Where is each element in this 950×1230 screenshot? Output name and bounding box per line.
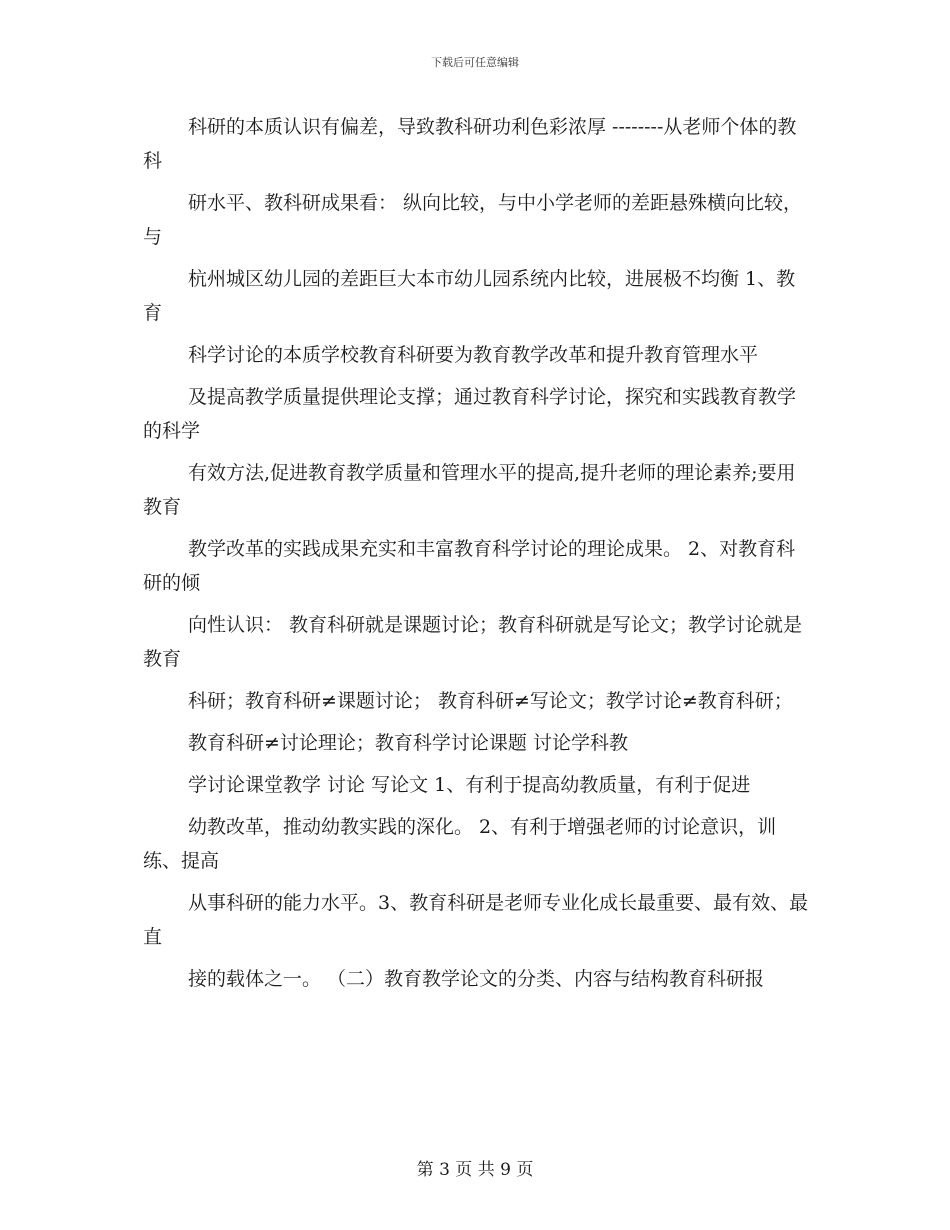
page-number-footer: 第 3 页 共 9 页 — [416, 1160, 534, 1180]
paragraph: 有效方法,促进教育教学质量和管理水平的提高,提升老师的理论素养;要用教育 — [143, 462, 796, 518]
paragraph: 从事科研的能力水平。3、教育科研是老师专业化成长最重要、最有效、最直 — [143, 892, 809, 948]
paragraph: 幼教改革，推动幼教实践的深化。 2、有利于增强老师的讨论意识，训练、提高 — [143, 816, 777, 872]
paragraph: 及提高教学质量提供理论支撑；通过教育科学讨论，探究和实践教育教学的科学 — [143, 386, 797, 442]
paragraph: 向性认识： 教育科研就是课题讨论；教育科研就是写论文；教学讨论就是教育 — [143, 614, 803, 670]
paragraph: 科研的本质认识有偏差，导致教科研功利色彩浓厚 --------从老师个体的教科 — [143, 116, 797, 172]
paragraph: 科学讨论的本质学校教育科研要为教育教学改革和提升教育管理水平 — [188, 344, 759, 366]
paragraph: 杭州城区幼儿园的差距巨大本市幼儿园系统内比较，进展极不均衡 1、教育 — [143, 268, 796, 324]
paragraph: 接的载体之一。 （二）教育教学论文的分类、内容与结构教育科研报 — [188, 968, 765, 990]
paragraph: 教学改革的实践成果充实和丰富教育科学讨论的理论成果。 2、对教育科研的倾 — [143, 538, 796, 594]
page-header: 下载后可任意编辑 — [431, 56, 519, 69]
document-body — [143, 110, 813, 1004]
paragraph: 科研；教育科研≠课题讨论； 教育科研≠写论文；教学讨论≠教育科研； — [188, 690, 793, 712]
paragraph: 研水平、教科研成果看： 纵向比较，与中小学老师的差距悬殊横向比较，与 — [143, 192, 803, 248]
paragraph: 学讨论课堂教学 讨论 写论文 1、有利于提高幼教质量，有利于促进 — [188, 774, 751, 796]
paragraph: 教育科研≠讨论理论；教育科学讨论课题 讨论学科教 — [188, 732, 628, 754]
